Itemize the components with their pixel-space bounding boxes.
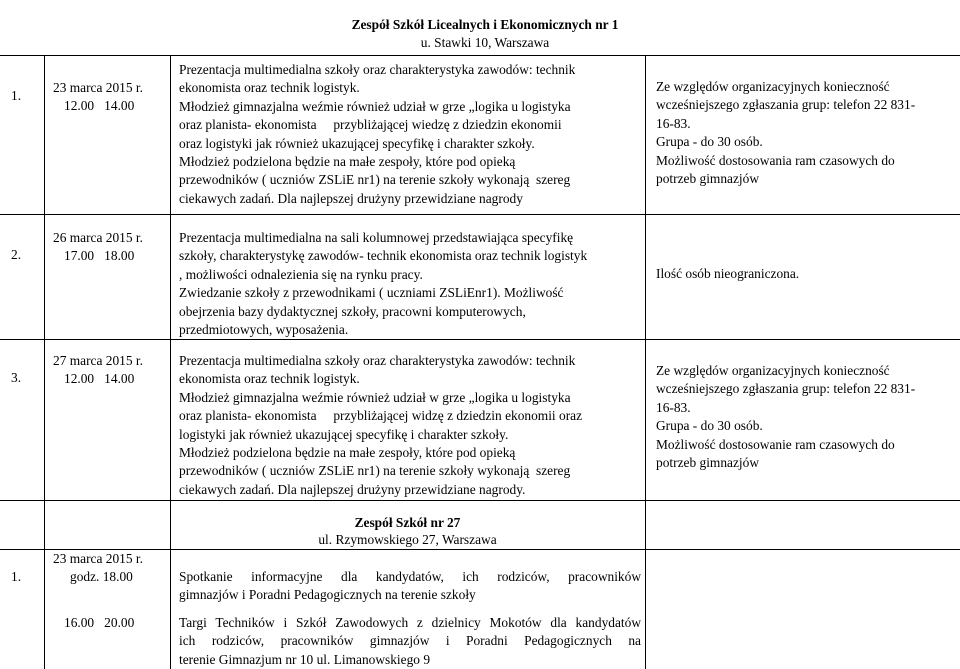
description-line: obejrzenia bazy dydaktycznej szkoły, pracowni komputerowych, [179,303,526,319]
description-line: oraz logistyki jak również ukazującej specyfikę i charakter szkoły. [179,135,535,151]
event-notes: Ilość osób nieograniczona. [656,266,800,281]
table-2-top-border [0,549,960,550]
event-time: 17.00 18.00 [64,248,135,263]
notes-line: 16-83. [656,115,691,131]
event-date: 27 marca 2015 r. [53,353,143,368]
notes-line: Możliwość dostosowania ram czasowych do [656,152,895,168]
description-line: ich rodziców, pracowników gimnazjów i Poradni Pedagogicznych na [179,633,641,649]
notes-line: 16-83. [656,399,691,415]
notes-line: Grupa - do 30 osób. [656,418,763,434]
row-number: 2. [11,247,22,262]
column-divider [170,500,171,669]
event-notes [656,362,956,472]
notes-line: Grupa - do 30 osób. [656,134,763,150]
notes-line: wcześniejszego zgłaszania grup: telefon 22 831- [656,97,916,113]
description-line: Prezentacja multimedialna szkoły oraz charakterystyka zawodów: technik [179,62,576,77]
column-divider [44,500,45,669]
description-line: Prezentacja multimedialna szkoły oraz charakterystyka zawodów: technik [179,353,576,368]
description-line: przedmiotowych, wyposażenia. [179,322,349,338]
event-date: 23 marca 2015 r. [53,551,143,566]
row-number: 1. [11,88,22,103]
event-date: 23 marca 2015 r. [53,80,143,95]
notes-line: Ze względów organizacyjnych konieczność [656,79,890,94]
description-line: oraz planista- ekonomista przybliżającej widzę z dziedzin ekonomii oraz [179,408,583,424]
description-line: Młodzież podzielona będzie na małe zespoły, które pod opieką [179,154,516,170]
description-line: Prezentacja multimedialna na sali kolumnowej przedstawiająca specyfikę [179,230,574,245]
description-line: oraz planista- ekonomista przybliżającej wiedzę z dziedzin ekonomii [179,117,562,133]
column-divider [645,55,646,501]
notes-line: wcześniejszego zgłaszania grup: telefon 22 831- [656,381,916,397]
event-time: 12.00 14.00 [64,371,135,386]
description-line: Młodzież podzielona będzie na małe zespoły, które pod opieką [179,445,516,461]
description-line: , możliwości odnalezienia się na rynku pracy. [179,266,423,282]
event-time: 12.00 14.00 [64,98,135,113]
event-notes [656,78,956,188]
description-line: ciekawych zadań. Dla najlepszej drużyny przewidziane nagrody [179,190,523,206]
school-2-title: Zespół Szkół nr 27 [354,515,461,530]
notes-line: Ze względów organizacyjnych konieczność [656,363,890,378]
description-line: terenie Gimnazjum nr 10 ul. Limanowskiego 9 [179,651,431,667]
event-description [179,61,641,208]
school-1-title: Zespół Szkół Licealnych i Ekonomicznych nr 1 [351,17,619,32]
row-number: 1. [11,569,22,584]
description-line: ekonomista oraz technik logistyk. [179,80,360,96]
notes-line: potrzeb gimnazjów [656,171,759,187]
description-line: Zwiedzanie szkoły z przewodnikami ( uczniami ZSLiEnr1). Możliwość [179,285,564,301]
school-2-address: ul. Rzymowskiego 27, Warszawa [318,532,497,547]
description-line: ciekawych zadań. Dla najlepszej drużyny przewidziane nagrody. [179,481,526,497]
description-line: Spotkanie informacyjne dla kandydatów, ich rodziców, pracowników [179,569,641,584]
event-description [179,568,641,605]
school-1-address: u. Stawki 10, Warszawa [420,35,550,50]
column-divider [645,500,646,669]
description-line: logistyki jak również ukazującej specyfikę i charakter szkoły. [179,426,509,442]
column-divider [44,55,45,501]
description-line: Młodzież gimnazjalna weźmie również udział w grze „logika u logistyka [179,98,571,114]
description-line: ekonomista oraz technik logistyk. [179,371,360,387]
description-line: gimnazjów i Poradni Pedagogicznych na terenie szkoły [179,587,476,603]
column-divider [170,55,171,501]
event-description [179,229,641,339]
description-line: Młodzież gimnazjalna weźmie również udział w grze „logika u logistyka [179,389,571,405]
event-date: 26 marca 2015 r. [53,230,143,245]
description-line: przewodników ( uczniów ZSLiE nr1) na terenie szkoły wykonają szereg [179,172,571,188]
event-description [179,614,641,669]
notes-line: Możliwość dostosowanie ram czasowych do [656,436,895,452]
description-line: szkoły, charakterystykę zawodów- technik ekonomista oraz technik logistyk [179,248,588,264]
event-time: godz. 18.00 [70,569,133,584]
description-line: Targi Techników i Szkół Zawodowych z dzielnicy Mokotów dla kandydatów [179,615,641,630]
table-1-bottom-border [0,500,960,501]
row-divider [0,214,960,215]
notes-line: potrzeb gimnazjów [656,455,759,471]
event-time: 16.00 20.00 [64,615,135,630]
description-line: przewodników ( uczniów ZSLiE nr1) na terenie szkoły wykonają szereg [179,463,571,479]
row-number: 3. [11,370,22,385]
event-description [179,352,641,499]
table-1-top-border [0,55,960,56]
